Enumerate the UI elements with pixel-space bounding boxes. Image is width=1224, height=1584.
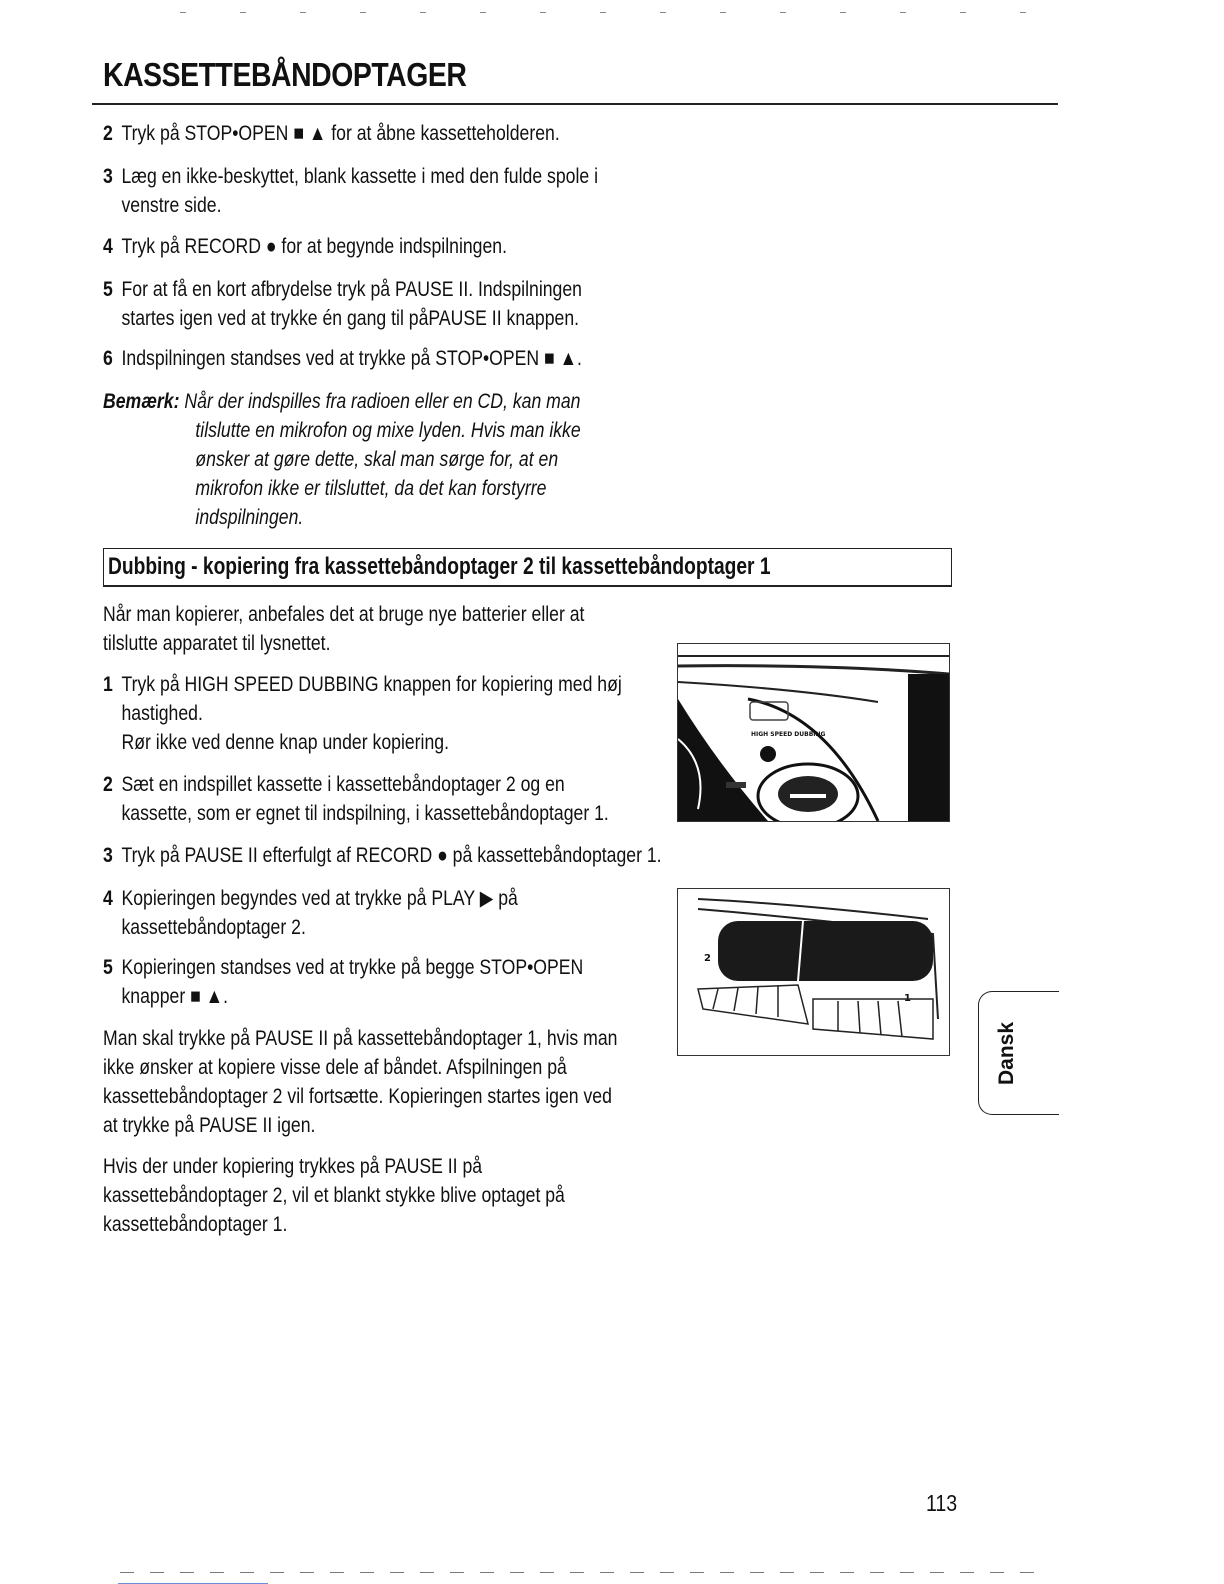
section-intro: [103, 600, 584, 658]
para-line: Man skal trykke på PAUSE II på kassettebåndoptager 1, hvis man: [103, 1027, 618, 1050]
deck-1-label: 1: [904, 993, 911, 1004]
dub-step-5: [103, 953, 583, 1011]
deck-2-label: 2: [704, 953, 711, 964]
para-pause-deck1: [103, 1024, 617, 1140]
note-block: [103, 387, 581, 532]
dub-step-1: [103, 670, 622, 757]
step-text: Tryk på HIGH SPEED DUBBING knappen for kopiering med høj: [121, 673, 622, 696]
step-text: Kopieringen standses ved at trykke på begge STOP•OPEN: [121, 956, 584, 979]
step-text: For at få en kort afbrydelse tryk på PAUSE II. Indspilningen: [121, 278, 582, 301]
illustration-cassette-decks: [677, 888, 950, 1056]
step-top-6: [103, 344, 582, 373]
step-number: 2: [103, 122, 113, 145]
para-line: kassettebåndoptager 2 vil fortsætte. Kopieringen startes igen ved: [103, 1085, 612, 1108]
cassette-decks-drawing: [678, 889, 949, 1055]
step-number: 2: [103, 773, 113, 796]
step-text-cont: startes igen ved at trykke én gang til påPAUSE II knappen.: [121, 307, 580, 330]
page-title: KASSETTEBÅNDOPTAGER: [103, 56, 467, 93]
note-label: Bemærk:: [103, 390, 180, 413]
dubbing-button-icon: [760, 746, 776, 762]
para-line: kassettebåndoptager 1.: [103, 1213, 288, 1236]
step-text: Sæt en indspillet kassette i kassettebåndoptager 2 og en: [121, 773, 565, 796]
step-number: 5: [103, 278, 113, 301]
para-line: at trykke på PAUSE II igen.: [103, 1114, 316, 1137]
step-number: 4: [103, 235, 113, 258]
step-text: Tryk på RECORD ● for at begynde indspilningen.: [121, 235, 508, 258]
cassette-window: [718, 921, 933, 981]
intro-line: Når man kopierer, anbefales det at bruge nye batterier eller at: [103, 603, 585, 626]
note-line: tilslutte en mikrofon og mixe lyden. Hvis man ikke: [195, 419, 581, 442]
illustration-dubbing-button: [677, 643, 950, 822]
step-text-cont: kassettebåndoptager 2.: [121, 916, 306, 939]
step-text-cont: knapper ■ ▲.: [121, 985, 229, 1008]
step-number: 5: [103, 956, 113, 979]
step-top-2: [103, 119, 560, 148]
dub-step-4: [103, 884, 518, 942]
intro-line: tilslutte apparatet til lysnettet.: [103, 632, 331, 655]
step-text: Indspilningen standses ved at trykke på STOP•OPEN ■ ▲.: [121, 347, 582, 370]
para-line: Hvis der under kopiering trykkes på PAUSE II på: [103, 1155, 483, 1178]
step-text-cont: hastighed.: [121, 702, 203, 725]
para-line: kassettebåndoptager 2, vil et blankt stykke blive optaget på: [103, 1184, 565, 1207]
step-text: Læg en ikke-beskyttet, blank kassette i med den fulde spole i: [121, 165, 599, 188]
note-line: mikrofon ikke er tilsluttet, da det kan forstyrre: [195, 477, 547, 500]
dub-step-3: [103, 841, 662, 870]
step-number: 1: [103, 673, 113, 696]
para-line: ikke ønsker at kopiere visse dele af båndet. Afspilningen på: [103, 1056, 567, 1079]
step-text: Tryk på STOP•OPEN ■ ▲ for at åbne kassetteholderen.: [121, 122, 560, 145]
step-number: 4: [103, 887, 113, 910]
step-text-cont: venstre side.: [121, 194, 222, 217]
step-text-cont: kassette, som er egnet til indspilning, i kassettebåndoptager 1.: [121, 802, 609, 825]
step-top-4: [103, 232, 507, 261]
scan-artifact-bottom: [120, 1572, 1040, 1573]
dubbing-label: HIGH SPEED DUBBING: [751, 731, 826, 738]
step-text-cont: Rør ikke ved denne knap under kopiering.: [121, 731, 450, 754]
step-text: Kopieringen begyndes ved at trykke på PLAY ▶ på: [121, 887, 518, 910]
step-top-3: [103, 162, 598, 220]
step-top-5: [103, 275, 582, 333]
step-number: 3: [103, 165, 113, 188]
para-pause-deck2: [103, 1152, 565, 1239]
note-line: Når der indspilles fra radioen eller en CD, kan man: [184, 390, 581, 413]
step-number: 6: [103, 347, 113, 370]
note-line: indspilningen.: [195, 506, 304, 529]
note-line: ønsker at gøre dette, skal man sørge for, at en: [195, 448, 559, 471]
title-rule: [92, 103, 1058, 105]
scan-artifact-top: [180, 12, 1040, 13]
step-text: Tryk på PAUSE II efterfulgt af RECORD ● på kassettebåndoptager 1.: [121, 844, 662, 867]
language-tab-label: Dansk: [995, 1021, 1018, 1085]
section-heading: Dubbing - kopiering fra kassettebåndoptager 2 til kassettebåndoptager 1: [108, 553, 771, 580]
step-number: 3: [103, 844, 113, 867]
dub-step-2: [103, 770, 609, 828]
page-number: 113: [926, 1490, 958, 1516]
dubbing-button-drawing: [678, 644, 949, 821]
